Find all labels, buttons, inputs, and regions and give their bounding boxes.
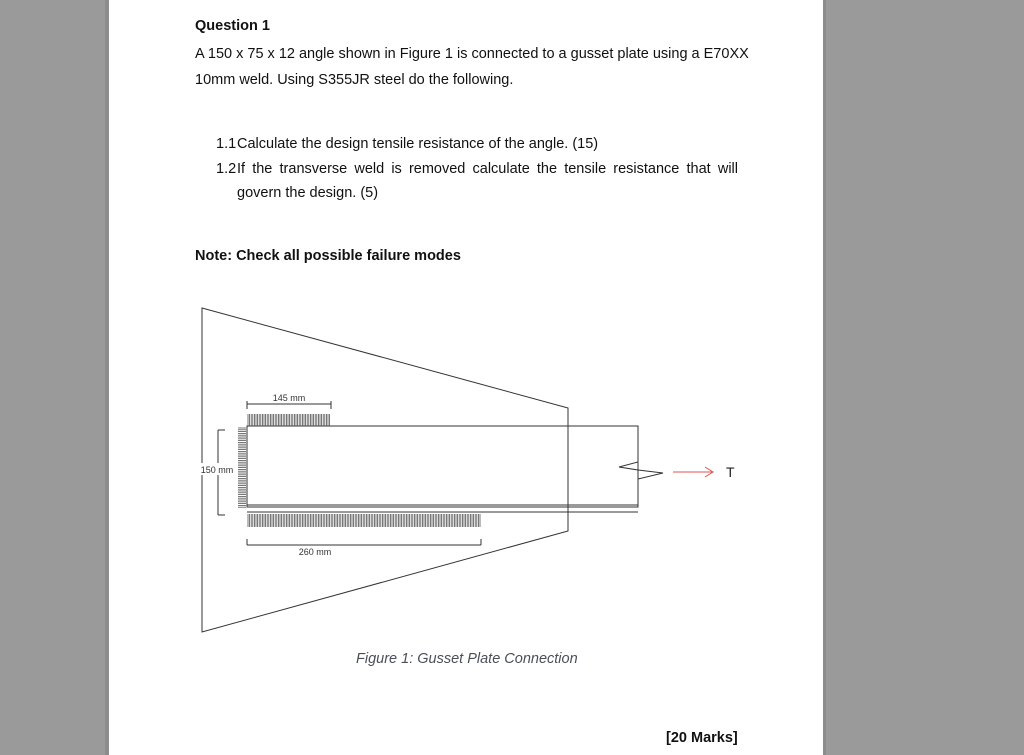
- question-title: Question 1: [195, 18, 270, 34]
- figure-caption: Figure 1: Gusset Plate Connection: [356, 651, 578, 667]
- dim-label-top: 145 mm: [272, 393, 306, 403]
- intro-line-2: 10mm weld. Using S355JR steel do the following.: [195, 72, 514, 88]
- note-text: Note: Check all possible failure modes: [195, 248, 461, 264]
- gusset-plate: [202, 308, 568, 632]
- task-number: 1.1: [216, 136, 237, 152]
- break-line: [619, 426, 663, 507]
- task-text-line-2: govern the design. (5): [237, 185, 379, 201]
- task-text-line-1: If the transverse weld is removed calculate the tensile resistance that will: [237, 161, 738, 177]
- dim-label-bottom: 260 mm: [298, 547, 332, 557]
- gusset-plate-figure: [189, 295, 749, 640]
- question-intro: [195, 41, 755, 93]
- task-text: Calculate the design tensile resistance of the angle. (15): [237, 136, 599, 152]
- force-label: T: [726, 464, 735, 480]
- dim-label-side: 150 mm: [200, 465, 234, 475]
- bottom-weld: [248, 514, 480, 527]
- document-page: [109, 0, 823, 755]
- total-marks: [20 Marks]: [666, 730, 738, 746]
- transverse-weld: [238, 428, 246, 507]
- angle-member: [247, 426, 638, 507]
- top-weld: [248, 414, 330, 426]
- task-number: 1.2: [216, 161, 237, 177]
- viewer-right-edge: [823, 0, 826, 755]
- intro-line-1: A 150 x 75 x 12 angle shown in Figure 1 is connected to a gusset plate using a E70XX: [195, 46, 749, 62]
